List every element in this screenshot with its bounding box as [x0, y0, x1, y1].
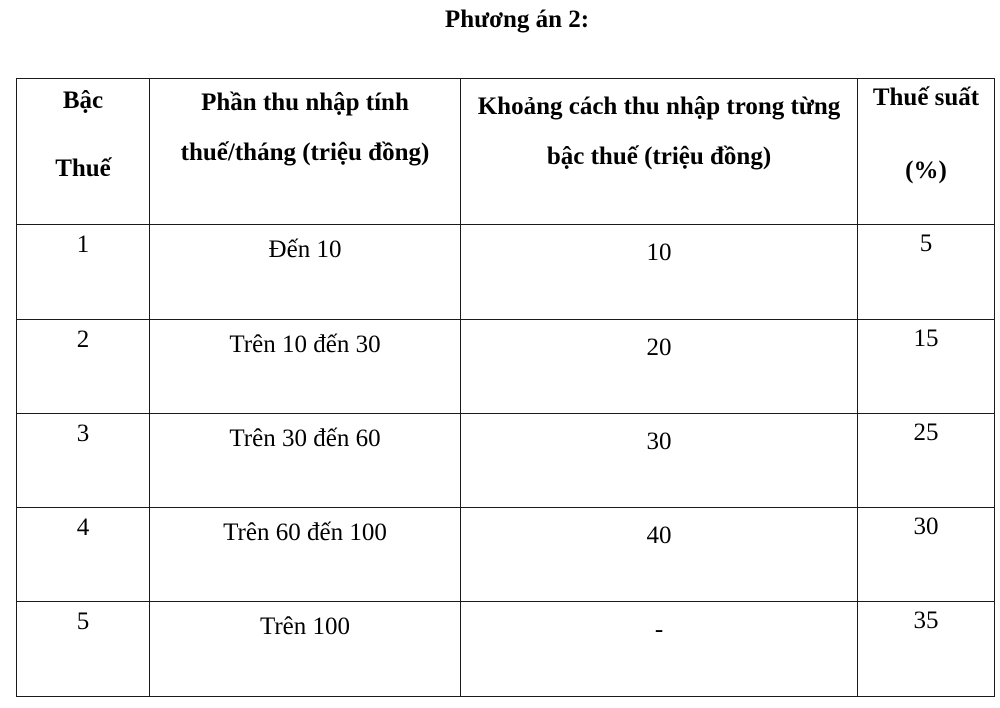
cell-text: 10 — [646, 239, 672, 266]
cell-bracket — [17, 508, 150, 602]
table-row — [17, 414, 995, 508]
cell-bracket — [17, 414, 150, 508]
cell-text: 35 — [913, 607, 939, 634]
header-cell-taxable-income — [150, 79, 461, 225]
cell-taxable-income — [150, 508, 461, 602]
tax-bracket-table — [16, 78, 995, 697]
cell-text: 2 — [76, 326, 90, 353]
cell-income-range — [461, 320, 858, 414]
cell-tax-rate — [858, 414, 995, 508]
header-cell-tax-rate — [858, 79, 995, 225]
table-row — [17, 602, 995, 697]
header-text: (%) — [905, 157, 947, 184]
cell-text: 40 — [646, 522, 672, 549]
cell-text: 3 — [76, 420, 90, 447]
cell-text: 25 — [913, 419, 939, 446]
header-cell-income-range — [461, 79, 858, 225]
table-row — [17, 320, 995, 414]
header-text: Thuế suất — [872, 84, 980, 111]
cell-income-range — [461, 225, 858, 320]
cell-text: 5 — [919, 230, 933, 257]
cell-text: Trên 60 đến 100 — [223, 519, 387, 546]
cell-text: 20 — [646, 334, 672, 361]
cell-text: 4 — [76, 514, 90, 541]
header-cell-bracket — [17, 79, 150, 225]
cell-text: Đến 10 — [268, 236, 342, 263]
header-text: Phần thu nhập tính — [201, 89, 409, 116]
cell-text: - — [654, 616, 664, 643]
cell-tax-rate — [858, 508, 995, 602]
cell-text: 30 — [646, 428, 672, 455]
header-text: Thuế — [55, 155, 111, 182]
cell-taxable-income — [150, 602, 461, 697]
cell-income-range — [461, 508, 858, 602]
cell-text: 15 — [913, 325, 939, 352]
cell-bracket — [17, 225, 150, 320]
cell-tax-rate — [858, 225, 995, 320]
header-text: Bậc — [62, 87, 104, 114]
header-text: bậc thuế (triệu đồng) — [546, 143, 772, 170]
cell-taxable-income — [150, 225, 461, 320]
cell-text: Trên 30 đến 60 — [229, 425, 381, 452]
cell-taxable-income — [150, 414, 461, 508]
cell-text: 5 — [76, 608, 90, 635]
cell-text: Trên 100 — [259, 613, 351, 640]
table-row — [17, 508, 995, 602]
table-row — [17, 225, 995, 320]
header-text: thuế/tháng (triệu đồng) — [180, 139, 430, 166]
cell-bracket — [17, 602, 150, 697]
cell-tax-rate — [858, 602, 995, 697]
cell-tax-rate — [858, 320, 995, 414]
cell-income-range — [461, 414, 858, 508]
cell-income-range — [461, 602, 858, 697]
document-title: Phương án 2: — [444, 6, 590, 33]
header-text: Khoảng cách thu nhập trong từng — [477, 93, 841, 120]
table-header-row — [17, 79, 995, 225]
cell-text: Trên 10 đến 30 — [229, 331, 381, 358]
cell-bracket — [17, 320, 150, 414]
cell-taxable-income — [150, 320, 461, 414]
cell-text: 1 — [76, 231, 90, 258]
cell-text: 30 — [913, 513, 939, 540]
